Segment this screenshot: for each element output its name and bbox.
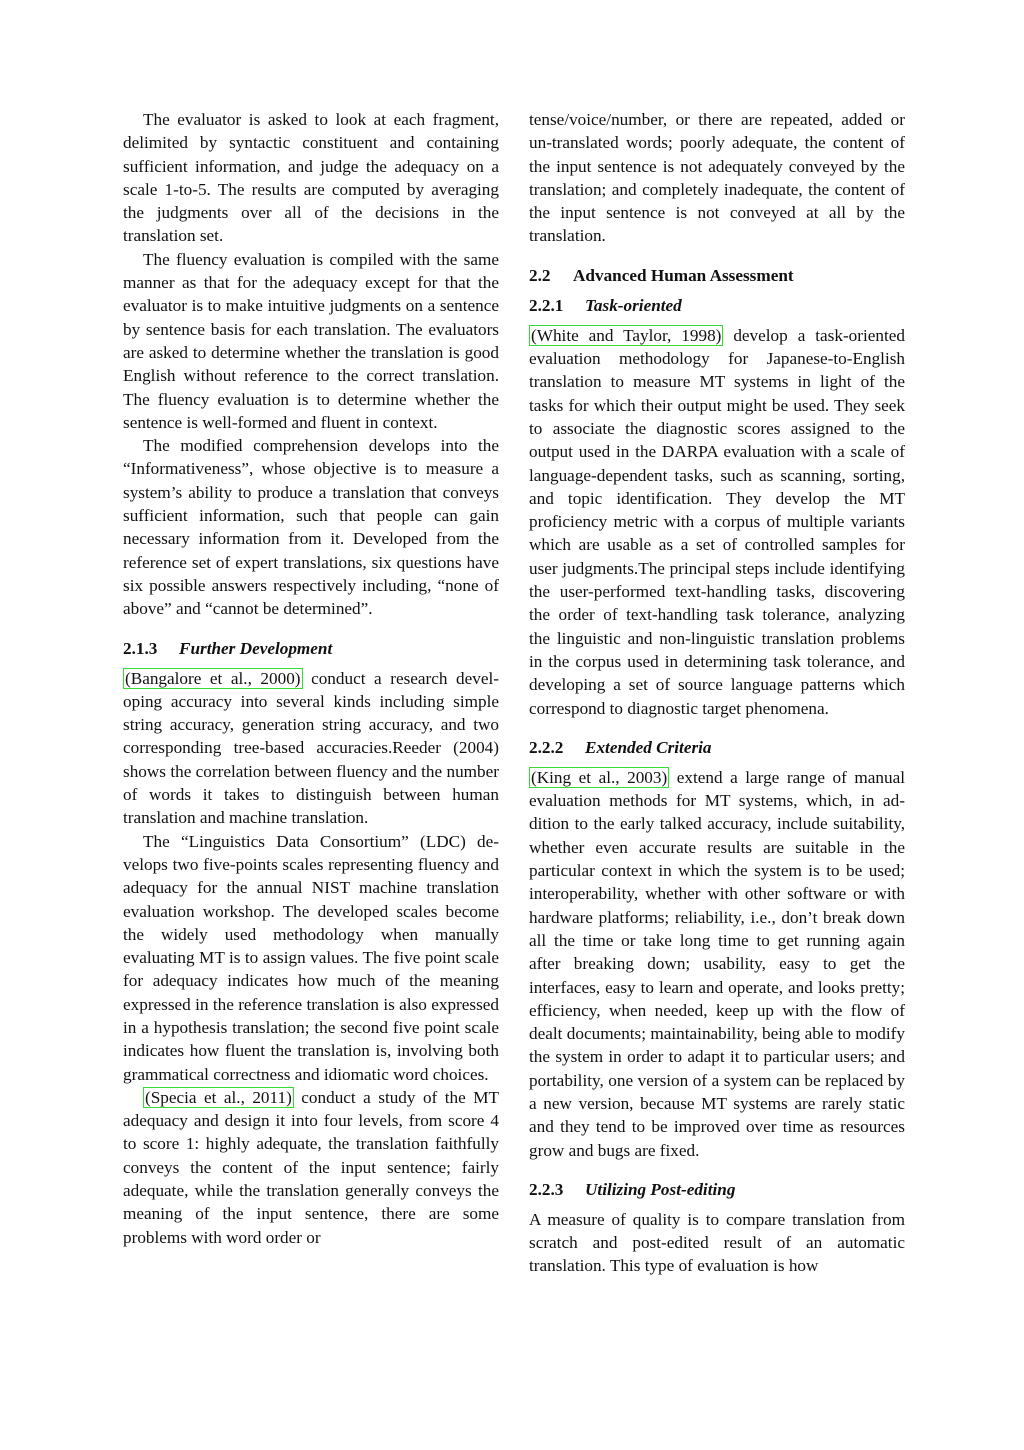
section-heading-2-1-3 bbox=[123, 637, 499, 660]
citation-link-white-taylor[interactable]: (White and Taylor, 1998) bbox=[531, 325, 722, 345]
section-number: 2.2.1 bbox=[529, 295, 564, 315]
paragraph-post-editing: A measure of quality is to compare translation from scratch and post-edited result of an automatic translation. This type of evaluation is how bbox=[529, 1209, 905, 1276]
section-title: Extended Criteria bbox=[585, 737, 712, 757]
paragraph-text: conduct a research developing accuracy into several kinds including simple string accuracy, generation string accuracy, and two corresponding tree-based accuracies.Reeder (2004) shows the correlation between fluency and the number of words it takes to distinguish between human translation and machine translation. bbox=[123, 668, 499, 828]
paragraph-king bbox=[529, 766, 905, 1162]
paragraph-fluency-evaluation: The fluency evaluation is compiled with the same manner as that for the adequacy except for that the evaluator is to make intuitive judgments on a sentence by sentence basis for each translation. The evaluators are asked to determine whether the translation is good English without reference to the correct translation. The fluency evaluation is to determine whether the sentence is well-formed and fluent in context. bbox=[123, 249, 499, 432]
section-title: Advanced Human Assessment bbox=[573, 265, 794, 285]
paragraph-text: develop a task-oriented evaluation methodology for Japanese-to-English translation to measure MT systems in light of the tasks for which their output might be used. They seek to associate the diagnostic scores assigned to the output used in the DARPA evaluation with a scale of language-dependent tasks, such as scanning, sorting, and topic identification. They develop the MT proficiency metric with a corpus of multiple variants which are usable as a set of controlled samples for user judgments.The principal steps include identifying the user-performed text-handling tasks, discovering the order of text-handling task tolerance, analyzing the linguistic and non-linguistic translation problems in the corpus used in determining task tolerance, and developing a set of source language patterns which correspond to diagnostic target phenomena. bbox=[529, 325, 905, 718]
section-heading-2-2 bbox=[529, 264, 905, 287]
citation-link-specia[interactable]: (Specia et al., 2011) bbox=[145, 1087, 292, 1107]
right-column bbox=[529, 108, 905, 1278]
paragraph-white-taylor bbox=[529, 324, 905, 720]
paragraph-adequacy-levels-continued: tense/voice/number, or there are repeated, added or un-translated words; poorly adequate, the content of the input sentence is not adequately conveyed by the translation; and completely inadequate, the content of the input sentence is not conveyed at all by the translation. bbox=[529, 110, 905, 246]
citation-link-bangalore[interactable]: (Bangalore et al., 2000) bbox=[125, 668, 301, 688]
section-number: 2.2.3 bbox=[529, 1179, 564, 1199]
section-heading-2-2-1 bbox=[529, 294, 905, 317]
left-column bbox=[123, 108, 499, 1249]
section-heading-2-2-3 bbox=[529, 1178, 905, 1201]
paragraph-text: conduct a study of the MT adequacy and design it into four levels, from score 4 to score 1: highly adequate, the translation faithfully conveys the content of the input sentence; fairly adequate, while the translation generally conveys the meaning of the input sentence, there are some problems with word order or bbox=[123, 1087, 499, 1247]
paragraph-informativeness: The modified comprehension develops into the “Informativeness”, whose objective is to measure a system’s ability to produce a translation that conveys sufficient information, such that people can gain necessary information from it. Developed from the reference set of expert translations, six questions have six possible answers respectively including, “none of above” and “cannot be determined”. bbox=[123, 436, 499, 619]
section-number: 2.2.2 bbox=[529, 737, 564, 757]
section-title: Utilizing Post-editing bbox=[585, 1179, 736, 1199]
section-title: Further Development bbox=[179, 638, 333, 658]
paragraph-text: extend a large range of manual evaluation methods for MT systems, which, in addition to the early talked accuracy, include suitability, whether even accurate results are suitable in the particular context in which the system is to be used; interoperability, whether with other software or with hardware platforms; reliability, i.e., don’t break down all the time or take long time to get running again after breaking down; usability, easy to get the interfaces, easy to learn and operate, and looks pretty; efficiency, when needed, keep up with the flow of dealt documents; maintainability, being able to modify the system in order to adapt it to particular users; and portability, one version of a system can be replaced by a new version, because MT systems are rarely static and they tend to be improved over time as resources grow and bugs are fixed. bbox=[529, 767, 905, 1160]
paragraph-bangalore bbox=[123, 667, 499, 830]
section-number: 2.2 bbox=[529, 265, 551, 285]
paragraph-adequacy-fragment: The evaluator is asked to look at each fragment, delimited by syntactic constituent and containing sufficient information, and judge the adequacy on a scale 1-to-5. The results are computed by averaging the judgments over all of the decisions in the translation set. bbox=[123, 110, 499, 246]
citation-link-king[interactable]: (King et al., 2003) bbox=[531, 767, 668, 787]
paragraph-specia bbox=[123, 1086, 499, 1249]
section-heading-2-2-2 bbox=[529, 736, 905, 759]
section-number: 2.1.3 bbox=[123, 638, 158, 658]
paragraph-ldc: The “Linguistics Data Consortium” (LDC) develops two five-points scales representing fluency and adequacy for the annual NIST machine translation evaluation workshop. The developed scales become the widely used methodology when manually evaluating MT is to assign values. The five point scale for adequacy indicates how much of the meaning expressed in the reference translation is also expressed in a hypothesis translation; the second five point scale indicates how fluent the translation is, involving both grammatical correctness and idiomatic word choices. bbox=[123, 831, 499, 1084]
section-title: Task-oriented bbox=[585, 295, 682, 315]
